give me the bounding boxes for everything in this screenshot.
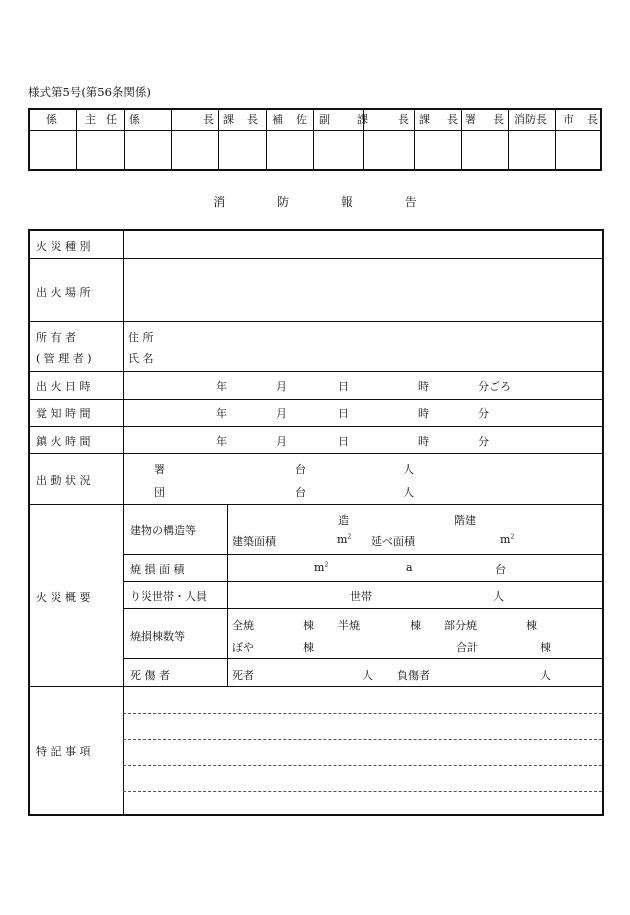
vehicle-unit: 台 (295, 486, 306, 499)
approval-header: 長 (493, 113, 504, 126)
approval-header: 主 (85, 113, 96, 126)
approval-header: 長 (398, 113, 409, 126)
fire-location-label: 出 火 場 所 (36, 286, 91, 299)
burn-area-label: 焼 損 面 積 (130, 563, 185, 576)
year-unit: 年 (216, 435, 227, 448)
approval-header: 署 (465, 113, 476, 126)
building-unit: 棟 (410, 619, 421, 632)
half-burn-label: 半焼 (338, 619, 360, 632)
injured-label: 負傷者 (397, 669, 430, 682)
approval-header: 長 (447, 113, 458, 126)
dead-label: 死者 (232, 669, 254, 682)
day-unit: 日 (338, 407, 349, 420)
dispatch-corps: 団 (154, 486, 165, 499)
approval-header: 長 (587, 113, 598, 126)
approval-header: 任 (106, 113, 117, 126)
building-unit: 棟 (303, 619, 314, 632)
structure-build: 造 (338, 514, 349, 527)
approval-header: 佐 (296, 113, 307, 126)
building-unit: 棟 (540, 641, 551, 654)
person-unit: 人 (403, 486, 414, 499)
report-title (0, 193, 630, 210)
approval-header: 補 (272, 113, 283, 126)
dispatch-label: 出 動 状 況 (36, 474, 91, 487)
are-unit: a (406, 561, 413, 574)
building-unit: 棟 (526, 619, 537, 632)
owner-manager-label: ( 管 理 者 ) (36, 352, 92, 365)
total-area-label: 延べ面積 (371, 535, 415, 548)
approval-header: 係 (46, 113, 57, 126)
approval-stamp-table (28, 108, 602, 171)
affected-label: り災世帯・人員 (130, 590, 207, 603)
owner-name-label: 氏 名 (128, 352, 154, 365)
person-unit: 人 (403, 463, 414, 476)
form-title: 様式第5号(第56条関係) (28, 85, 151, 99)
person-unit: 人 (362, 669, 373, 682)
minute-approx-unit: 分ごろ (478, 380, 511, 393)
approval-header: 市 (563, 113, 574, 126)
fire-type-label: 火 災 種 別 (36, 240, 91, 253)
hour-unit: 時 (418, 407, 429, 420)
approval-header-divider (30, 130, 600, 131)
report-title-char: 報 (340, 195, 353, 209)
buildings-label: 焼損棟数等 (130, 630, 185, 643)
sqm-unit: $m^2$ (314, 561, 329, 574)
approval-header: 課 (223, 113, 234, 126)
full-burn-label: 全焼 (232, 619, 254, 632)
person-unit: 人 (540, 669, 551, 682)
owner-address-label: 住 所 (128, 331, 154, 344)
notes-label: 特 記 事 項 (36, 745, 91, 758)
month-unit: 月 (276, 380, 287, 393)
extinguish-time-label: 鎮 火 時 間 (36, 435, 91, 448)
person-unit: 人 (493, 590, 504, 603)
building-area-label: 建築面積 (232, 535, 276, 548)
vehicle-unit: 台 (295, 463, 306, 476)
sqm-unit: $m^2$ (500, 533, 515, 546)
detect-time-label: 覚 知 時 間 (36, 407, 91, 420)
month-unit: 月 (276, 435, 287, 448)
minute-unit: 分 (478, 435, 489, 448)
dispatch-station: 署 (154, 463, 165, 476)
day-unit: 日 (338, 380, 349, 393)
overview-label: 火 災 概 要 (36, 591, 91, 604)
fire-report-table (28, 229, 604, 816)
report-title-char: 告 (404, 195, 417, 209)
approval-header: 副 (319, 113, 330, 126)
minute-unit: 分 (478, 407, 489, 420)
day-unit: 日 (338, 435, 349, 448)
report-title-char: 消 (213, 195, 226, 209)
approval-header: 係 (129, 113, 140, 126)
hour-unit: 時 (418, 380, 429, 393)
sqm-unit: $m^2$ (337, 533, 352, 546)
structure-floors: 階建 (454, 514, 476, 527)
year-unit: 年 (216, 380, 227, 393)
casualties-label: 死 傷 者 (130, 669, 170, 682)
fire-datetime-label: 出 火 日 時 (36, 380, 91, 393)
approval-header: 消防長 (514, 113, 547, 126)
hour-unit: 時 (418, 435, 429, 448)
total-label: 合計 (456, 641, 478, 654)
approval-header: 課 (357, 113, 368, 126)
report-title-char: 防 (277, 195, 290, 209)
building-unit: 棟 (303, 641, 314, 654)
household-unit: 世帯 (350, 590, 372, 603)
owner-label: 所 有 者 (36, 331, 76, 344)
approval-header: 長 (247, 113, 258, 126)
approval-header: 課 (419, 113, 430, 126)
part-burn-label: 部分焼 (444, 619, 477, 632)
approval-header: 長 (203, 113, 214, 126)
structure-label: 建物の構造等 (130, 524, 196, 537)
year-unit: 年 (216, 407, 227, 420)
vehicle-unit: 台 (495, 563, 506, 576)
month-unit: 月 (276, 407, 287, 420)
small-burn-label: ぼや (232, 641, 254, 654)
